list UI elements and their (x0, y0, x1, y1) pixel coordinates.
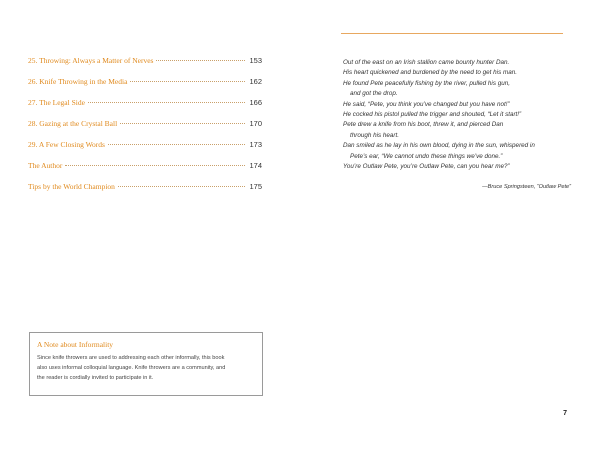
toc-entry[interactable] (28, 98, 262, 119)
toc-entry-title: 25. Throwing: Always a Matter of Nerves (28, 56, 154, 65)
toc-entry-title: Tips by the World Champion (28, 182, 115, 191)
poem-line: Pete’s ear, “We cannot undo these things we’ve done.” (350, 152, 503, 160)
note-box (29, 332, 263, 396)
epigraph-poem (343, 58, 575, 172)
toc-entry-page: 162 (249, 77, 262, 86)
note-line: Since knife throwers are used to addressing each other informally, this book (37, 355, 225, 361)
poem-line: He found Pete peacefully fishing by the river, pulled his gun, (343, 79, 510, 87)
toc-entry-title: 29. A Few Closing Words (28, 140, 105, 149)
poem-line: and got the drop. (350, 90, 398, 98)
toc-entry-page: 174 (249, 161, 262, 170)
note-title: A Note about Informality (37, 340, 114, 349)
header-rule (341, 33, 563, 34)
toc-leader-dots (130, 81, 245, 82)
poem-line: Dan smiled as he lay in his own blood, dying in the sun, whispered in (343, 142, 535, 150)
poem-line: You’re Outlaw Pete, you’re Outlaw Pete, can you hear me?” (343, 162, 510, 170)
toc-leader-dots (65, 165, 245, 166)
toc-entry-title: 26. Knife Throwing in the Media (28, 77, 128, 86)
toc-entry-page: 170 (249, 119, 262, 128)
toc-entry[interactable] (28, 140, 262, 161)
toc-leader-dots (156, 60, 245, 61)
page-number: 7 (563, 410, 567, 417)
toc-entry-page: 173 (249, 140, 262, 149)
toc-leader-dots (88, 102, 245, 103)
toc-entry[interactable] (28, 119, 262, 140)
toc-leader-dots (108, 144, 245, 145)
toc-entry-page: 153 (249, 56, 262, 65)
poem-line: He said, “Pete, you think you’ve changed but you have not!” (343, 100, 510, 108)
note-body (37, 353, 255, 383)
poem-attribution: —Bruce Springsteen, “Outlaw Pete” (482, 184, 571, 190)
toc-entry-title: 27. The Legal Side (28, 98, 85, 107)
note-line: also uses informal colloquial language. Knife throwers are a community, and (37, 365, 226, 371)
toc-entry-page: 166 (249, 98, 262, 107)
toc-entry[interactable] (28, 56, 262, 77)
toc-entry-title: The Author (28, 161, 63, 170)
table-of-contents (28, 56, 262, 203)
toc-entry-page: 175 (249, 182, 262, 191)
toc-entry[interactable] (28, 161, 262, 182)
toc-entry[interactable] (28, 182, 262, 203)
toc-entry-title: 28. Gazing at the Crystal Ball (28, 119, 118, 128)
toc-entry[interactable] (28, 77, 262, 98)
toc-leader-dots (120, 123, 245, 124)
poem-line: Pete drew a knife from his boot, threw it, and pierced Dan (343, 121, 504, 129)
toc-leader-dots (118, 186, 245, 187)
poem-line: His heart quickened and burdened by the need to get his man. (343, 69, 517, 77)
poem-line: Out of the east on an Irish stallion came bounty hunter Dan. (343, 59, 510, 66)
note-line: the reader is cordially invited to participate in it. (37, 375, 154, 381)
poem-line: through his heart. (350, 131, 400, 139)
poem-line: He cocked his pistol pulled the trigger and shouted, “Let it start!” (343, 110, 522, 118)
